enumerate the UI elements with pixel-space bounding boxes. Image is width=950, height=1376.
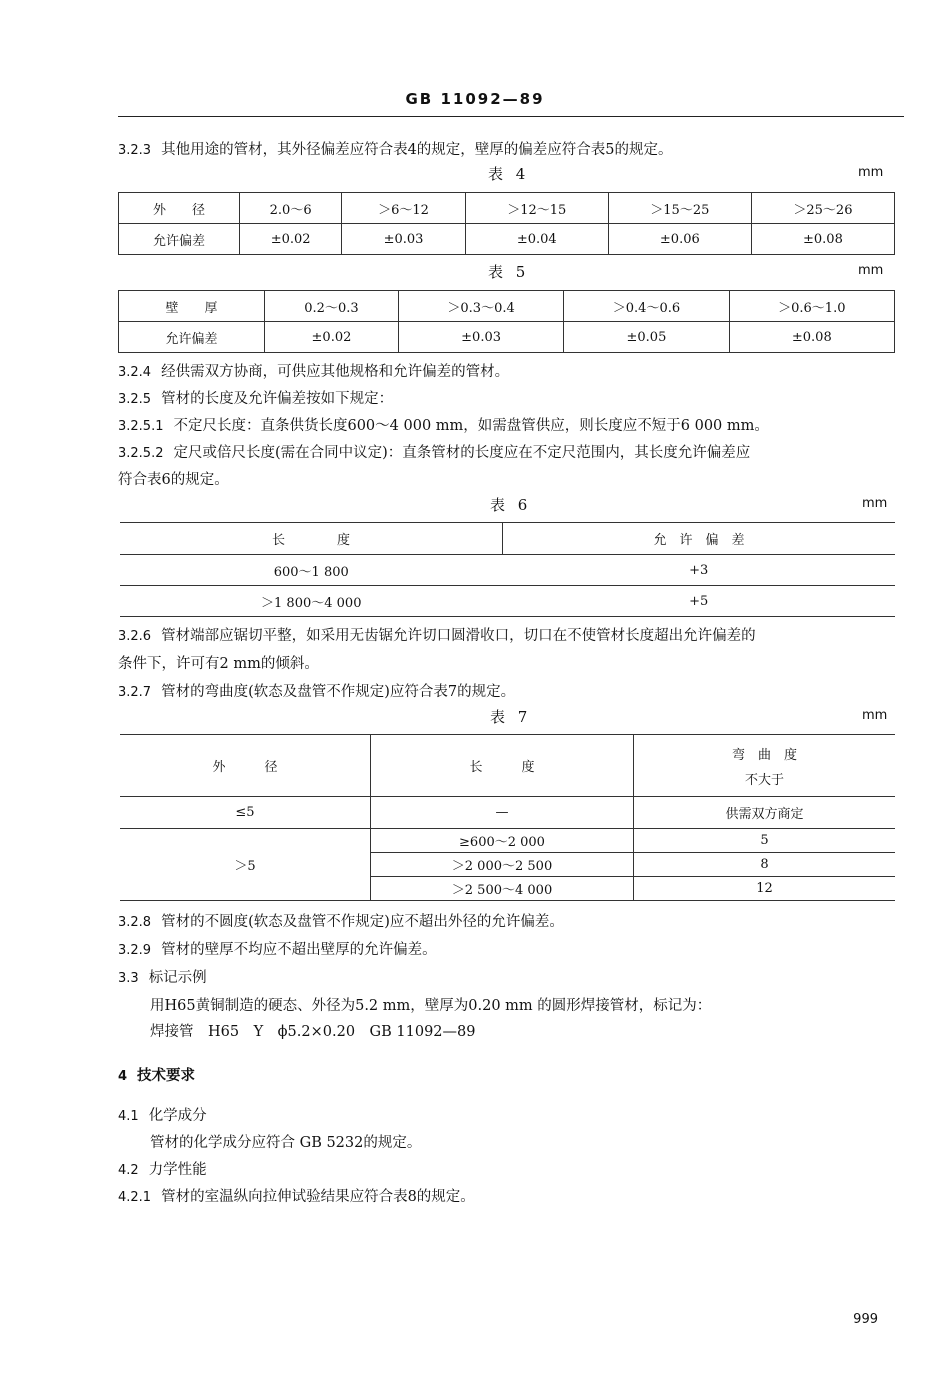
table-row [119,224,895,255]
table-cell: +3 [503,555,896,586]
clause-text: 不定尺长度：直条供货长度600～4 000 mm，如需盘管供应，则长度应不短于6 000 mm。 [173,418,769,434]
table5-caption: 表 5 [488,263,530,281]
clause-4-1 [118,1104,207,1125]
table-cell: 允许偏差 [119,322,265,353]
clause-3-2-8 [118,910,564,931]
clause-number: 3.2.9 [118,943,152,958]
table-header-cell: 长 度 [371,735,634,797]
clause-number: 3.2.6 [118,629,152,644]
table-cell: ±0.05 [564,322,729,353]
clause-text: 管材的长度及允许偏差按如下规定： [161,391,394,407]
clause-3-2-6-cont: 条件下，许可有2 mm的倾斜。 [118,656,319,672]
clause-3-2-4 [118,360,509,381]
document-header: GB 11092—89 [405,90,545,108]
clause-3-2-5-2-cont: 符合表6的规定。 [118,472,229,488]
clause-number: 3.2.7 [118,685,152,700]
table-5 [118,290,895,353]
section-4-heading [118,1064,195,1085]
table-cell: 8 [634,853,896,877]
clause-4-2 [118,1158,207,1179]
table-cell: ＞2 500～4 000 [371,877,634,901]
table7-unit: mm [862,708,888,723]
clause-text: 管材端部应锯切平整，如采用无齿锯允许切口圆滑收口，切口在不使管材长度超出允许偏差的 [161,628,756,644]
header-rule [118,116,904,117]
table-cell: 壁 厚 [119,291,265,322]
table5-unit: mm [858,263,884,278]
clause-3-2-6 [118,624,756,645]
bend-subheader: 不大于 [744,772,784,788]
table-row [119,291,895,322]
clause-text: 力学性能 [148,1162,207,1178]
clause-text: 其他用途的管材，其外径偏差应符合表4的规定，壁厚的偏差应符合表5的规定。 [161,142,673,158]
table-cell: ±0.03 [398,322,563,353]
clause-number: 3.2.5.2 [118,446,164,461]
table-cell: ＞5 [120,829,371,901]
table-6 [120,522,895,617]
clause-number: 3.2.5 [118,392,152,407]
clause-3-2-9 [118,938,437,959]
clause-number: 3.2.5.1 [118,419,164,434]
table4-unit: mm [858,165,884,180]
clause-3-2-5-2 [118,441,750,462]
table-cell: 600～1 800 [120,555,503,586]
table-header-cell: 允 许 偏 差 [503,523,896,555]
clause-text: 管材的弯曲度(软态及盘管不作规定)应符合表7的规定。 [161,684,516,700]
table-row [119,193,895,224]
table-cell: ±0.08 [729,322,894,353]
page-number: 999 [853,1312,878,1327]
clause-3-2-5 [118,387,393,408]
table-header-cell [634,735,896,797]
table-cell: 0.2～0.3 [265,291,399,322]
table-cell: — [371,797,634,829]
table-cell: ±0.06 [608,224,751,255]
table-cell: ±0.02 [240,224,342,255]
clause-3-2-5-1 [118,414,769,435]
table-cell: ＞0.3～0.4 [398,291,563,322]
table-4 [118,192,895,255]
table-cell: 5 [634,829,896,853]
table-7 [120,734,895,901]
table-header-cell: 外 径 [120,735,371,797]
clause-text: 标记示例 [148,970,207,986]
table-cell: 允许偏差 [119,224,240,255]
table-cell: ±0.08 [751,224,894,255]
table-cell: 供需双方商定 [634,797,896,829]
clause-4-2-1 [118,1185,475,1206]
table-cell: ＞1 800～4 000 [120,586,503,617]
clause-text: 经供需双方协商，可供应其他规格和允许偏差的管材。 [161,364,510,380]
table-cell: ±0.03 [342,224,465,255]
clause-number: 3.3 [118,971,139,986]
clause-number: 4.2.1 [118,1190,152,1205]
table-row [120,586,895,617]
section-title: 技术要求 [137,1068,196,1084]
table-cell: ±0.04 [465,224,608,255]
table-row [120,735,895,797]
table6-caption: 表 6 [490,496,532,514]
table-cell: ≥600～2 000 [371,829,634,853]
table-row [120,829,895,853]
table-row [120,523,895,555]
table-cell: ≤5 [120,797,371,829]
clause-number: 3.2.3 [118,143,152,158]
clause-number: 4.1 [118,1109,139,1124]
table-row [119,322,895,353]
table-row [120,555,895,586]
table-cell: ＞25～26 [751,193,894,224]
marking-example-text: 用H65黄铜制造的硬态、外径为5.2 mm，壁厚为0.20 mm 的圆形焊接管材，标记为： [150,998,712,1014]
clause-text: 管材的壁厚不均应不超出壁厚的允许偏差。 [161,942,437,958]
clause-text: 管材的不圆度(软态及盘管不作规定)应不超出外径的允许偏差。 [161,914,564,930]
table-cell: ＞0.6～1.0 [729,291,894,322]
table6-unit: mm [862,496,888,511]
table-cell: ±0.02 [265,322,399,353]
marking-example: 焊接管 H65 Y ϕ5.2×0.20 GB 11092—89 [150,1024,476,1040]
clause-3-2-7 [118,680,515,701]
clause-text: 管材的室温纵向拉伸试验结果应符合表8的规定。 [161,1189,475,1205]
table4-caption: 表 4 [488,165,530,183]
clause-text: 化学成分 [148,1108,207,1124]
table-header-cell: 长 度 [120,523,503,555]
table-cell: 2.0～6 [240,193,342,224]
table-cell: ＞6～12 [342,193,465,224]
clause-3-2-3 [118,138,673,159]
table-cell: 12 [634,877,896,901]
table-cell: ＞2 000～2 500 [371,853,634,877]
table-cell: ＞15～25 [608,193,751,224]
clause-4-1-body: 管材的化学成分应符合 GB 5232的规定。 [150,1135,422,1151]
table-cell: ＞0.4～0.6 [564,291,729,322]
section-number: 4 [118,1069,128,1084]
clause-number: 3.2.8 [118,915,152,930]
clause-3-3 [118,966,207,987]
table-cell: +5 [503,586,896,617]
clause-number: 4.2 [118,1163,139,1178]
table-cell: ＞12～15 [465,193,608,224]
table-cell: 外 径 [119,193,240,224]
table-row [120,797,895,829]
bend-header: 弯 曲 度 [731,747,797,763]
clause-number: 3.2.4 [118,365,152,380]
clause-text: 定尺或倍尺长度(需在合同中议定)：直条管材的长度应在不定尺范围内，其长度允许偏差应 [173,445,751,461]
table7-caption: 表 7 [490,708,532,726]
